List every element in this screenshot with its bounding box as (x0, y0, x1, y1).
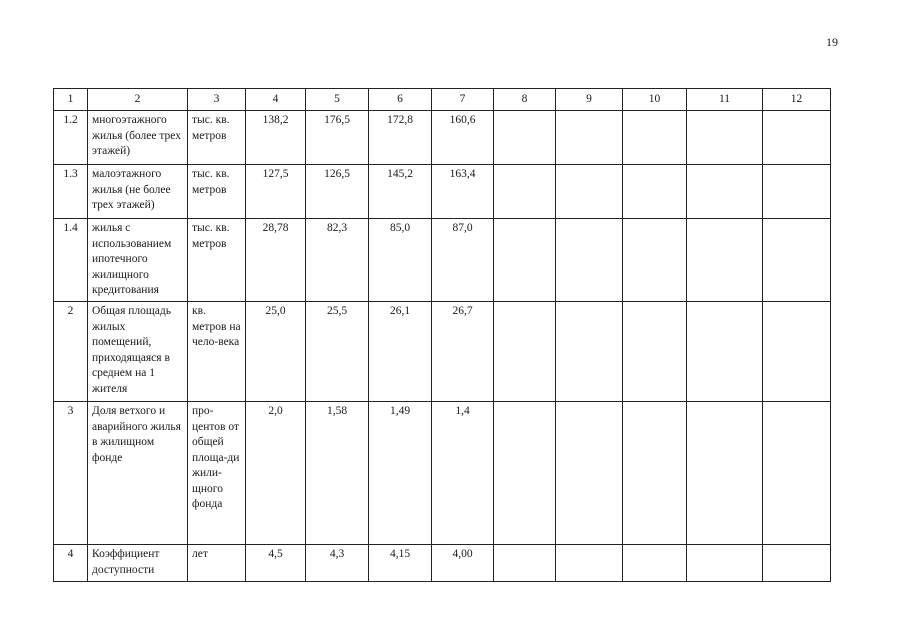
value-cell (687, 165, 763, 219)
value-cell: 163,4 (432, 165, 494, 219)
row-number: 2 (54, 302, 88, 402)
value-cell: 2,0 (246, 402, 306, 545)
value-cell: 26,7 (432, 302, 494, 402)
value-cell (623, 545, 687, 582)
unit-cell: тыс. кв. метров (188, 219, 246, 302)
value-cell (623, 302, 687, 402)
header-cell: 4 (246, 89, 306, 111)
value-cell (494, 111, 556, 165)
value-cell (556, 302, 623, 402)
table-row (54, 111, 831, 165)
indicator-name: многоэтажного жилья (более трех этажей) (88, 111, 188, 165)
value-cell (556, 545, 623, 582)
header-cell: 12 (763, 89, 831, 111)
value-cell (763, 302, 831, 402)
indicator-name: Коэффициент доступности (88, 545, 188, 582)
value-cell: 172,8 (369, 111, 432, 165)
row-number: 1.4 (54, 219, 88, 302)
header-cell: 6 (369, 89, 432, 111)
value-cell (687, 111, 763, 165)
value-cell: 126,5 (306, 165, 369, 219)
value-cell (494, 402, 556, 545)
value-cell: 26,1 (369, 302, 432, 402)
table-row (54, 165, 831, 219)
value-cell: 4,00 (432, 545, 494, 582)
value-cell (556, 165, 623, 219)
value-cell: 1,4 (432, 402, 494, 545)
header-cell: 11 (687, 89, 763, 111)
value-cell: 85,0 (369, 219, 432, 302)
value-cell: 4,15 (369, 545, 432, 582)
value-cell: 1,49 (369, 402, 432, 545)
indicators-table (53, 88, 831, 582)
value-cell: 138,2 (246, 111, 306, 165)
table-row (54, 402, 831, 545)
value-cell: 176,5 (306, 111, 369, 165)
row-number: 1.3 (54, 165, 88, 219)
value-cell (623, 111, 687, 165)
indicator-name: жилья с использованием ипотечного жилищного кредитования (88, 219, 188, 302)
value-cell: 4,3 (306, 545, 369, 582)
unit-cell: лет (188, 545, 246, 582)
indicator-name: Доля ветхого и аварийного жилья в жилищном фонде (88, 402, 188, 545)
value-cell: 25,5 (306, 302, 369, 402)
value-cell (623, 219, 687, 302)
header-cell: 9 (556, 89, 623, 111)
header-cell: 5 (306, 89, 369, 111)
row-number: 1.2 (54, 111, 88, 165)
value-cell (494, 219, 556, 302)
value-cell (763, 111, 831, 165)
value-cell: 82,3 (306, 219, 369, 302)
header-cell: 10 (623, 89, 687, 111)
value-cell (494, 165, 556, 219)
value-cell: 87,0 (432, 219, 494, 302)
value-cell (623, 402, 687, 545)
header-cell: 7 (432, 89, 494, 111)
unit-cell: кв. метров на чело-века (188, 302, 246, 402)
header-cell: 1 (54, 89, 88, 111)
value-cell (556, 402, 623, 545)
header-cell: 2 (88, 89, 188, 111)
row-number: 3 (54, 402, 88, 545)
row-number: 4 (54, 545, 88, 582)
table-row (54, 302, 831, 402)
value-cell (763, 165, 831, 219)
value-cell (494, 545, 556, 582)
indicator-name: Общая площадь жилых помещений, приходящаяся в среднем на 1 жителя (88, 302, 188, 402)
unit-cell: тыс. кв. метров (188, 165, 246, 219)
table-row (54, 545, 831, 582)
header-cell: 3 (188, 89, 246, 111)
value-cell (763, 219, 831, 302)
value-cell: 127,5 (246, 165, 306, 219)
value-cell (763, 402, 831, 545)
value-cell: 25,0 (246, 302, 306, 402)
unit-cell: тыс. кв. метров (188, 111, 246, 165)
value-cell (687, 402, 763, 545)
value-cell: 1,58 (306, 402, 369, 545)
value-cell (687, 219, 763, 302)
table-header-row (54, 89, 831, 111)
value-cell: 145,2 (369, 165, 432, 219)
value-cell: 4,5 (246, 545, 306, 582)
value-cell (556, 111, 623, 165)
value-cell: 160,6 (432, 111, 494, 165)
value-cell (494, 302, 556, 402)
value-cell (623, 165, 687, 219)
value-cell: 28,78 (246, 219, 306, 302)
value-cell (763, 545, 831, 582)
value-cell (687, 545, 763, 582)
header-cell: 8 (494, 89, 556, 111)
value-cell (687, 302, 763, 402)
unit-cell: про-центов от общей площа-ди жили-щного фонда (188, 402, 246, 545)
table-row (54, 219, 831, 302)
page-number: 19 (826, 35, 838, 49)
indicator-name: малоэтажного жилья (не более трех этажей) (88, 165, 188, 219)
value-cell (556, 219, 623, 302)
